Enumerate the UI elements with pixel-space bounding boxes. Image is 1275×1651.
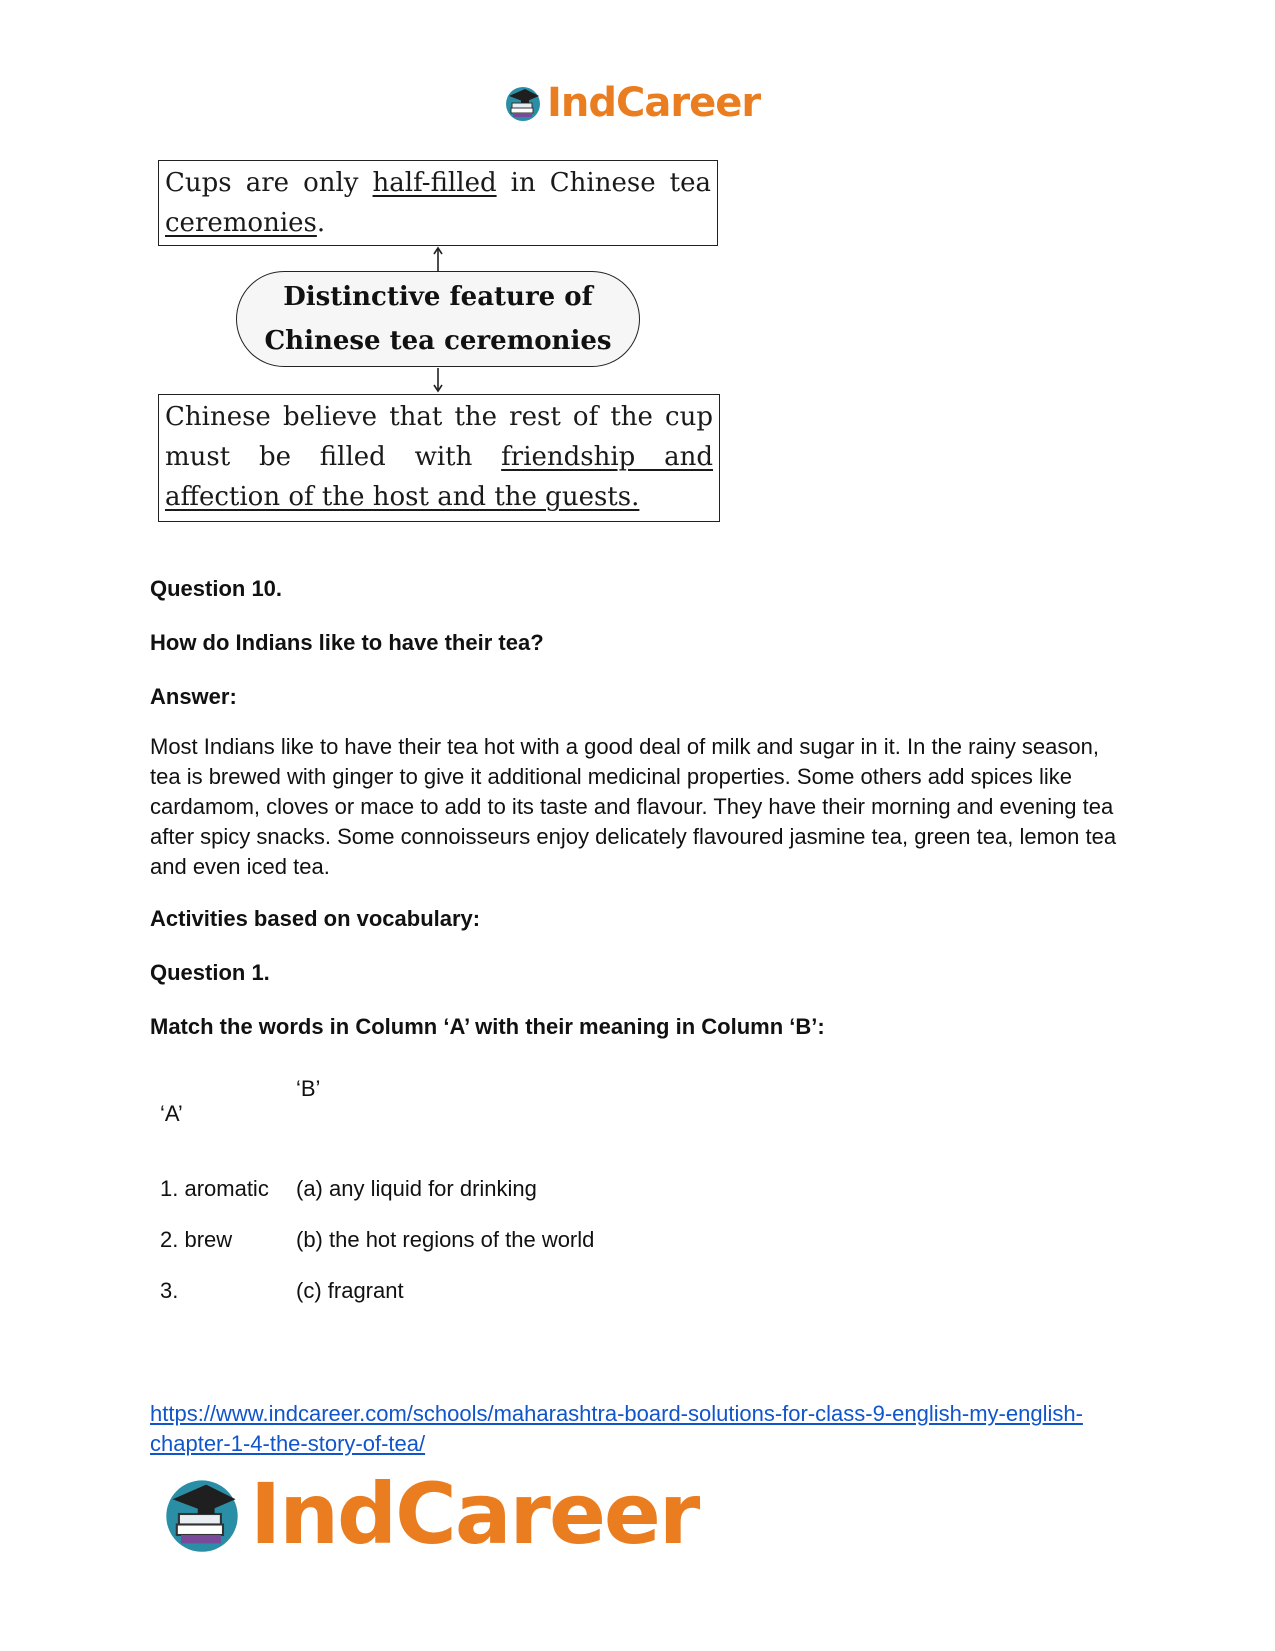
answer-paragraph: Most Indians like to have their tea hot with a good deal of milk and sugar in it. In the rainy season, tea is brewed with ginger to give it additional medicinal properties. Some others add spices like cardamom, cloves or mace to add to its taste and flavour. They have their morning and evening tea after spicy snacks. Some connoisseurs enjoy delicately flavoured jasmine tea, green tea, lemon tea and even iced tea. — [150, 734, 1117, 879]
source-link-line-1: https://www.indcareer.com/schools/maharashtra-board-solutions-for-class-9-english-my-english- — [150, 1401, 1083, 1426]
match-row-a: 3. — [160, 1278, 179, 1303]
graduation-cap-icon — [503, 83, 543, 123]
diagram-center-line-2: Chinese tea ceremonies — [264, 326, 612, 356]
diagram-top-text-1: Cups are only — [165, 168, 373, 198]
diagram-center-ellipse — [236, 271, 640, 367]
column-b-header: ‘B’ — [296, 1076, 321, 1101]
tea-ceremony-diagram — [150, 158, 720, 524]
column-a-header: ‘A’ — [160, 1101, 183, 1126]
match-row-b: (a) any liquid for drinking — [296, 1176, 537, 1201]
diagram-top-box — [158, 160, 718, 246]
question-10-label: Question 10. — [150, 576, 283, 601]
graduation-cap-icon — [160, 1472, 244, 1556]
match-row-a: 2. brew — [160, 1227, 233, 1252]
diagram-bottom-box — [158, 394, 720, 522]
arrow-up-icon — [432, 246, 444, 272]
diagram-top-text-2: in Chinese tea — [496, 168, 711, 198]
diagram-bottom-underlined: friendship and affection of the host and the guests. — [165, 442, 714, 512]
question-10-text: How do Indians like to have their tea? — [150, 630, 544, 655]
diagram-top-underlined-1: half-filled — [372, 168, 497, 198]
indcareer-logo-bottom — [160, 1465, 699, 1563]
match-row-a: 1. aromatic — [160, 1176, 269, 1201]
question-1-text: Match the words in Column ‘A’ with their meaning in Column ‘B’: — [150, 1014, 825, 1039]
diagram-top-text-3: . — [316, 208, 326, 238]
source-link-line-2: chapter-1-4-the-story-of-tea/ — [150, 1431, 426, 1456]
question-1-label: Question 1. — [150, 960, 270, 985]
brand-name: IndCareer — [547, 80, 761, 126]
answer-label: Answer: — [150, 684, 237, 709]
diagram-top-underlined-2: ceremonies — [165, 208, 317, 238]
indcareer-logo-top — [503, 80, 760, 126]
arrow-down-icon — [432, 367, 444, 393]
match-row-b: (b) the hot regions of the world — [296, 1227, 595, 1252]
brand-name: IndCareer — [250, 1465, 699, 1563]
diagram-bottom-text: Chinese believe that the rest of the cup must be filled with — [165, 402, 713, 472]
diagram-center-line-1: Distinctive feature of — [283, 282, 593, 312]
vocab-heading: Activities based on vocabulary: — [150, 906, 481, 931]
source-link[interactable] — [150, 1399, 1130, 1459]
match-row-b: (c) fragrant — [296, 1278, 404, 1303]
